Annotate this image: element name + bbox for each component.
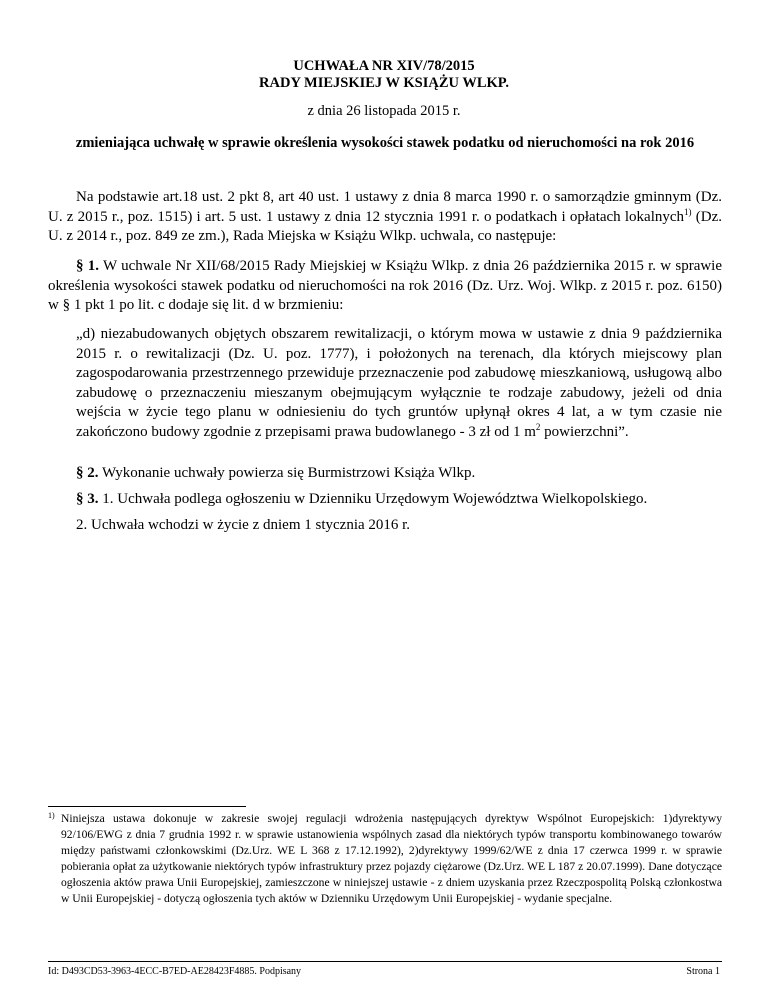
footnote-ref: 1) [684, 206, 692, 217]
page-number: Strona 1 [686, 966, 720, 977]
quote-text: „d) niezabudowanych objętych obszarem rewitalizacji, o którym mowa w ustawie z dnia 9 października 2015 r. o rewitalizacji (Dz. U. poz. 1777), i położonych na terenach, dla których miejscowy plan zagospodarowania przestrzennego przewiduje przeznaczenie pod zabudowę mieszkaniową, usługową albo zabudowę o przeznaczeniu mieszanym obejmującym wyłącznie te rodzaje zabudowy, jeżeli od dnia wejścia w życie tego planu w odniesieniu do tych gruntów upłynął okres 4 lat, a w tym czasie nie zakończono budowy zgodnie z przepisami prawa budowlanego - 3 zł od 1 m [76, 326, 722, 440]
footnote [48, 811, 722, 907]
footer-separator [48, 961, 722, 962]
intro-text: Na podstawie art.18 ust. 2 pkt 8, art 40 ust. 1 ustawy z dnia 8 marca 1990 r. o samorządzie gminnym (Dz. U. z 2015 r., poz. 1515) i art. 5 ust. 1 ustawy z dnia 12 stycznia 1991 r. o podatkach i opłatach lokalnych [48, 189, 722, 225]
footnote-separator [48, 806, 246, 807]
footnote-text: Niniejsza ustawa dokonuje w zakresie swojej regulacji wdrożenia następujących dyrektyw Wspólnot Europejskich: 1)dyrektywy 92/106/EWG z dnia 7 grudnia 1992 r. w sprawie ustanowienia wspólnych zasad dla niektórych typów transportu kombinowanego towarów między państwami członkowskimi (Dz.Urz. WE L 368 z 17.12.1992), 2)dyrektywy 1999/62/WE z dnia 17 czerwca 1999 r. w sprawie pobierania opłat za użytkowanie niektórych typów infrastruktury przez pojazdy ciężarowe (Dz.Urz. WE L 187 z 20.07.1999). Dane dotyczące ogłoszenia aktów prawa Unii Europejskiej, zamieszczone w niniejszej ustawie - z dniem uzyskania przez Rzeczpospolitą Polską członkostwa w Unii Europejskiej - dotyczą ogłoszenia tych aktów w Dzienniku Urzędowym Unii Europejskiej - wydanie specjalne. [61, 812, 722, 905]
section-2-label: § 2. [76, 465, 99, 481]
resolution-title [0, 58, 768, 92]
quote-sup: 2 [535, 421, 541, 432]
quoted-amendment [76, 325, 722, 443]
section-2 [76, 464, 722, 484]
intro-paragraph [48, 188, 722, 247]
resolution-number: UCHWAŁA NR XIV/78/2015 [293, 58, 475, 74]
section-1 [48, 257, 722, 316]
resolution-subject: zmieniająca uchwałę w sprawie określenia wysokości stawek podatku od nieruchomości na rok 2016 [75, 135, 695, 151]
section-1-text: W uchwale Nr XII/68/2015 Rady Miejskiej w Książu Wlkp. z dnia 26 października 2015 r. w sprawie określenia wysokości stawek podatku od nieruchomości na rok 2016 (Dz. Urz. Woj. Wlkp. z 2015 r. poz. 6150) w § 1 pkt 1 po lit. c dodaje się lit. d w brzmieniu: [48, 258, 723, 313]
section-3-text: 1. Uchwała podlega ogłoszeniu w Dzienniku Urzędowym Województwa Wielkopolskiego. [98, 491, 648, 507]
section-1-label: § 1. [76, 258, 100, 274]
section-3-point-2: 2. Uchwała wchodzi w życie z dniem 1 stycznia 2016 r. [76, 517, 411, 533]
footnote-marker: 1) [48, 811, 55, 820]
resolution-date: z dnia 26 listopada 2015 r. [307, 103, 461, 119]
intro-text-end: (Dz. U. z 2014 r., poz. 849 ze zm.), Rada Miejska w Książu Wlkp. uchwala, co następuje: [48, 208, 722, 244]
document-id: Id: D493CD53-3963-4ECC-B7ED-AE28423F4885. Podpisany [48, 966, 302, 977]
quote-end: powierzchni”. [540, 423, 629, 440]
council-name: RADY MIEJSKIEJ W KSIĄŻU WLKP. [259, 75, 509, 91]
section-3 [76, 490, 722, 510]
section-2-text: Wykonanie uchwały powierza się Burmistrzowi Książa Wlkp. [98, 465, 476, 481]
section-3-label: § 3. [76, 491, 99, 507]
